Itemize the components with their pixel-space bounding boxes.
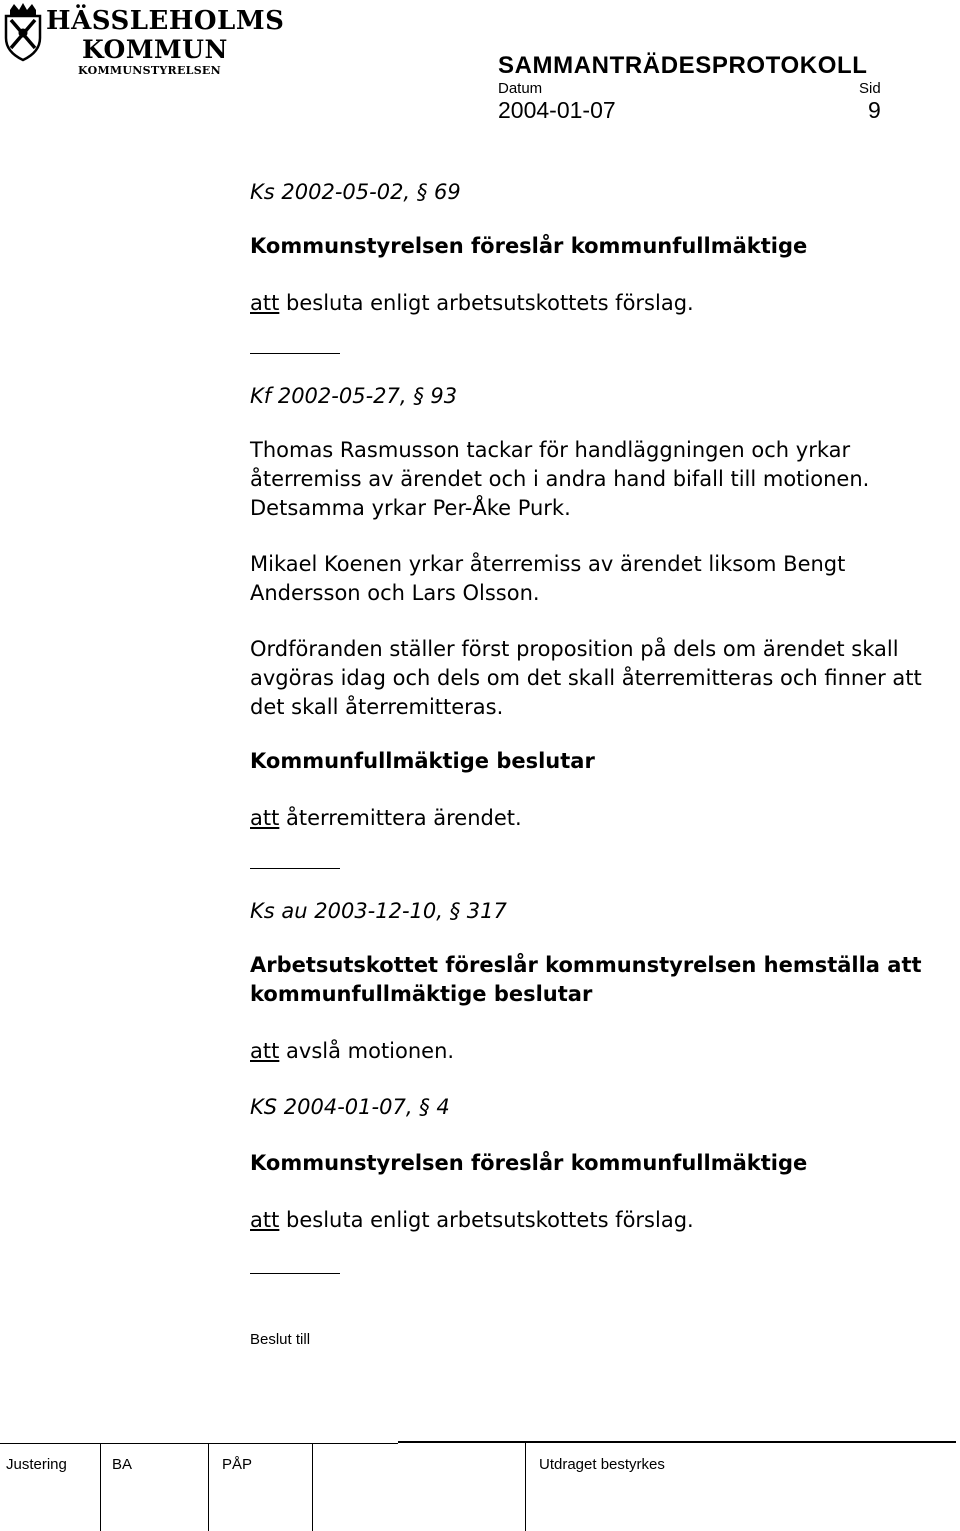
footer-rule — [398, 1441, 956, 1443]
logo-municipality-name: HÄSSLEHOLMS — [46, 6, 285, 36]
decision-line — [250, 804, 950, 833]
footer-divider — [525, 1443, 526, 1531]
decision-line — [250, 1206, 950, 1235]
decision-line — [250, 289, 950, 318]
decision-text: besluta enligt arbetsutskottets förslag. — [279, 291, 694, 315]
decision-text: avslå motionen. — [279, 1039, 455, 1063]
proposal-heading: Arbetsutskottet föreslår kommunstyrelsen hemställa att kommunfullmäktige beslutar — [250, 953, 922, 1006]
att-keyword: att — [250, 806, 280, 830]
footer-initials-ba: BA — [112, 1456, 133, 1473]
decision-heading: Kommunfullmäktige beslutar — [250, 749, 595, 773]
page-number: 9 — [868, 97, 881, 123]
decision-text: besluta enligt arbetsutskottets förslag. — [279, 1208, 694, 1232]
page-label: Sid — [859, 80, 881, 97]
reference-ks-au-2003: Ks au 2003-12-10, § 317 — [250, 899, 507, 923]
coat-of-arms-icon — [2, 2, 44, 62]
protocol-body — [250, 178, 950, 1350]
proposal-heading: Kommunstyrelsen föreslår kommunfullmäktige — [250, 1151, 808, 1175]
footer-certified-label: Utdraget bestyrkes — [539, 1456, 665, 1473]
logo-department: KOMMUNSTYRELSEN — [78, 64, 221, 77]
proposal-heading: Kommunstyrelsen föreslår kommunfullmäktige — [250, 234, 808, 258]
date-value: 2004-01-07 — [498, 97, 616, 123]
footer-divider — [208, 1443, 209, 1531]
paragraph-rasmusson: Thomas Rasmusson tackar för handläggningen och yrkar återremiss av ärendet och i andra hand bifall till motionen. Detsamma yrkar Per-Åke Purk. — [250, 438, 870, 520]
att-keyword: att — [250, 1208, 280, 1232]
footer-initials-pap: PÅP — [222, 1456, 253, 1473]
reference-kf-2002: Kf 2002-05-27, § 93 — [250, 384, 458, 408]
reference-ks-2004: KS 2004-01-07, § 4 — [250, 1095, 450, 1119]
paragraph-koenen: Mikael Koenen yrkar återremiss av ärendet liksom Bengt Andersson och Lars Olsson. — [250, 552, 846, 605]
att-keyword: att — [250, 291, 280, 315]
logo-kommun: KOMMUN — [82, 35, 228, 64]
municipality-logo — [0, 0, 285, 84]
footer-rule-left — [0, 1443, 398, 1444]
document-type-title: SAMMANTRÄDESPROTOKOLL — [498, 52, 868, 79]
footer-divider — [312, 1443, 313, 1531]
footer-justering-label: Justering — [6, 1456, 67, 1473]
paragraph-ordforanden: Ordföranden ställer först proposition på dels om ärendet skall avgöras idag och dels om det skall återremitteras och finner att det skall återremitteras. — [250, 637, 922, 719]
reference-ks-2002: Ks 2002-05-02, § 69 — [250, 180, 461, 204]
distribution-label: Beslut till — [250, 1331, 311, 1348]
decision-text: återremittera ärendet. — [279, 806, 522, 830]
att-keyword: att — [250, 1039, 280, 1063]
date-label: Datum — [498, 80, 543, 97]
footer-divider — [100, 1443, 101, 1531]
decision-line — [250, 1037, 950, 1066]
